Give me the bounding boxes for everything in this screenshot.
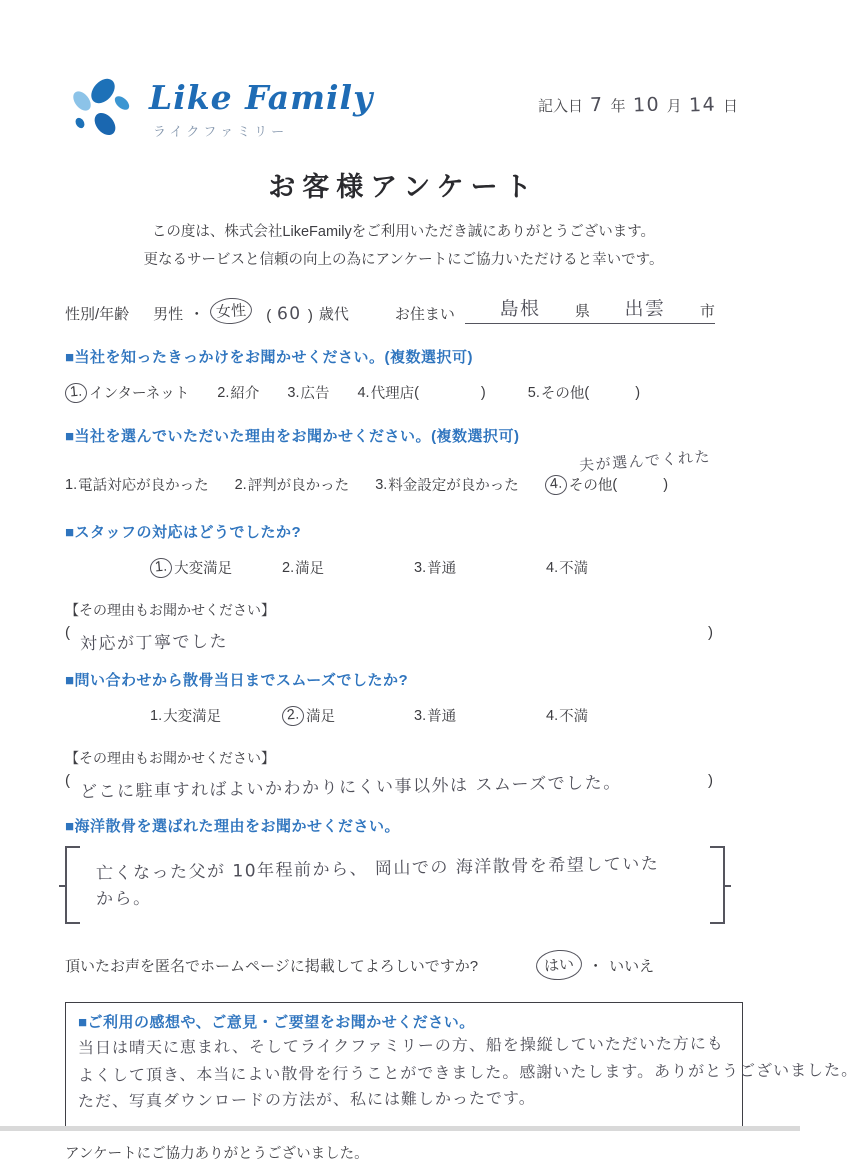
option-internet xyxy=(65,382,189,403)
option-label: 普通 xyxy=(427,709,457,725)
option-other-selected: 夫が選んでくれた 4. その他 ( ) xyxy=(545,474,668,495)
option-neutral: 3. 普通 xyxy=(414,705,546,726)
intro-text xyxy=(65,218,742,274)
yes-selected: はい xyxy=(535,948,583,981)
handwritten-smooth-reason: どこに駐車すればよいかわかりにくい事以外は スムーズでした。 xyxy=(79,772,622,803)
day-label: 日 xyxy=(722,98,738,115)
q-staff-options xyxy=(65,557,742,578)
age-suffix: 歳代 xyxy=(318,306,349,323)
intro-line2: 更なるサービスと信頼の向上の為にアンケートにご協力いただけると幸いです。 xyxy=(143,252,664,268)
city-label: 市 xyxy=(699,303,715,320)
option-neutral: 3. 普通 xyxy=(414,557,546,578)
gender-female-selected: 女性 xyxy=(209,297,253,326)
q-smooth-options xyxy=(65,705,742,726)
option-label: 大変満足 xyxy=(163,709,222,725)
option-satisfied-selected xyxy=(282,705,414,726)
date-month-value: 10 xyxy=(632,93,661,117)
prefecture-value: 島根 xyxy=(499,297,541,321)
feedback-heading: ■ご利用の感想や、ご意見・ご要望をお聞かせください。 xyxy=(78,1014,475,1031)
option-label: その他 xyxy=(540,386,585,402)
scan-edge-artifact xyxy=(0,1126,800,1131)
option-phone: 1. 電話対応が良かった xyxy=(65,474,209,495)
brand-logo xyxy=(65,72,373,149)
city-value: 出雲 xyxy=(624,297,666,321)
staff-reason-label: 【その理由もお聞かせください】 xyxy=(65,602,275,618)
circle-mark: 4. xyxy=(544,474,568,496)
q-sankotsu-heading: ■海洋散骨を選ばれた理由をお聞かせください。 xyxy=(65,818,401,835)
page-title: お客様アンケート xyxy=(268,172,539,202)
prefecture-label: 県 xyxy=(574,303,590,320)
option-very-satisfied: 1. 大変満足 xyxy=(150,705,282,726)
q-choose-options xyxy=(65,447,742,495)
right-bracket-mark xyxy=(710,846,725,924)
q-staff-heading: ■スタッフの対応はどうでしたか? xyxy=(65,524,302,541)
option-label: 料金設定が良かった xyxy=(388,478,519,494)
q-source-options xyxy=(65,382,742,403)
option-referral: 2. 紹介 xyxy=(217,382,259,403)
option-very-satisfied-selected xyxy=(150,557,282,578)
option-reputation: 2. 評判が良かった xyxy=(235,474,350,495)
sankotsu-line2: から。 xyxy=(95,888,152,910)
header xyxy=(65,72,742,149)
option-label: 代理店 xyxy=(370,386,415,402)
petal-logo-icon xyxy=(65,72,139,149)
handwritten-note-husband: 夫が選んでくれた xyxy=(578,447,712,475)
left-bracket-mark xyxy=(65,846,80,924)
age-open-paren: ( xyxy=(266,307,272,324)
feedback-box xyxy=(65,1002,858,1130)
handwritten-sankotsu-reason xyxy=(80,846,710,924)
choice-separator: ・ xyxy=(588,957,604,975)
option-other: 5. その他 ( ) xyxy=(528,382,640,403)
gender-male-option: 男性 xyxy=(153,306,184,323)
option-label: 評判が良かった xyxy=(247,478,350,494)
option-agency: 4. 代理店 ( ) xyxy=(357,382,485,403)
option-dissatisfied: 4. 不満 xyxy=(546,557,678,578)
feedback-line2: よくして頂き、本当によい散骨を行うことができました。感謝いたします。ありがとうございました。 xyxy=(77,1060,858,1085)
date-year-value: 7 xyxy=(589,93,604,117)
brand-name: Like Family xyxy=(149,78,374,117)
option-label: 不満 xyxy=(559,561,589,577)
no-option: いいえ xyxy=(609,957,655,975)
q-smooth-heading: ■問い合わせから散骨当日までスムーズでしたか? xyxy=(65,672,409,689)
publish-question: 頂いたお声を匿名でホームページに掲載してよろしいですか? xyxy=(65,957,479,975)
option-label: 満足 xyxy=(295,561,325,577)
option-dissatisfied: 4. 不満 xyxy=(546,705,678,726)
option-label: 電話対応が良かった xyxy=(78,478,209,494)
residence-label: お住まい xyxy=(394,306,455,323)
month-label: 月 xyxy=(666,98,682,115)
option-label: 満足 xyxy=(306,709,336,725)
feedback-line3: ただ、写真ダウンロードの方法が、私には難しかったです。 xyxy=(77,1088,536,1111)
smooth-reason-label: 【その理由もお聞かせください】 xyxy=(65,750,275,766)
intro-line1: この度は、株式会社LikeFamilyをご利用いただき誠にありがとうございます。 xyxy=(151,224,656,240)
sankotsu-line1: 亡くなった父が 10年程前から、 岡山での 海洋散骨を希望していた xyxy=(95,854,660,884)
age-close-paren: ) xyxy=(307,307,313,324)
publish-consent-row xyxy=(65,950,742,980)
profile-label: 性別/年齢 xyxy=(65,306,130,323)
option-ad: 3. 広告 xyxy=(287,382,329,403)
staff-reason-answer: ( 対応が丁寧でした ) xyxy=(65,624,713,649)
circle-mark: 1. xyxy=(149,557,173,579)
age-value: 60 xyxy=(277,303,303,325)
fill-date xyxy=(538,94,738,116)
date-label: 記入日 xyxy=(537,98,583,115)
year-label: 年 xyxy=(610,98,626,115)
option-label: 紹介 xyxy=(230,386,260,402)
q-source-heading: ■当社を知ったきっかけをお聞かせください。(複数選択可) xyxy=(65,349,474,366)
residence-answer-line xyxy=(465,294,715,324)
brand-kana: ライクファミリー xyxy=(153,124,289,139)
option-label: 広告 xyxy=(300,386,330,402)
circle-mark: 2. xyxy=(281,705,305,727)
option-label: その他 xyxy=(568,478,613,494)
publish-choice xyxy=(536,950,654,980)
option-label: 不満 xyxy=(559,709,589,725)
profile-row xyxy=(65,294,742,324)
gender-separator: ・ xyxy=(189,306,205,323)
option-label: 普通 xyxy=(427,561,457,577)
footer-thanks: アンケートにご協力ありがとうございました。 xyxy=(65,1146,369,1162)
q-choose-heading: ■当社を選んでいただいた理由をお聞かせください。(複数選択可) xyxy=(65,428,520,445)
smooth-reason-answer: ( どこに駐車すればよいかわかりにくい事以外は スムーズでした。 ) xyxy=(65,772,713,797)
date-day-value: 14 xyxy=(688,93,717,117)
feedback-line1: 当日は晴天に恵まれ、そしてライクファミリーの方、船を操縦していただいた方にも xyxy=(77,1033,724,1058)
option-pricing: 3. 料金設定が良かった xyxy=(375,474,519,495)
circle-mark: 1. xyxy=(64,382,88,404)
option-label: インターネット xyxy=(89,386,190,402)
option-satisfied: 2. 満足 xyxy=(282,557,414,578)
option-label: 大変満足 xyxy=(174,561,233,577)
residence-group xyxy=(395,294,715,324)
handwritten-staff-reason: 対応が丁寧でした xyxy=(79,631,229,655)
brand-text xyxy=(149,78,374,140)
sankotsu-answer-block xyxy=(65,846,725,924)
